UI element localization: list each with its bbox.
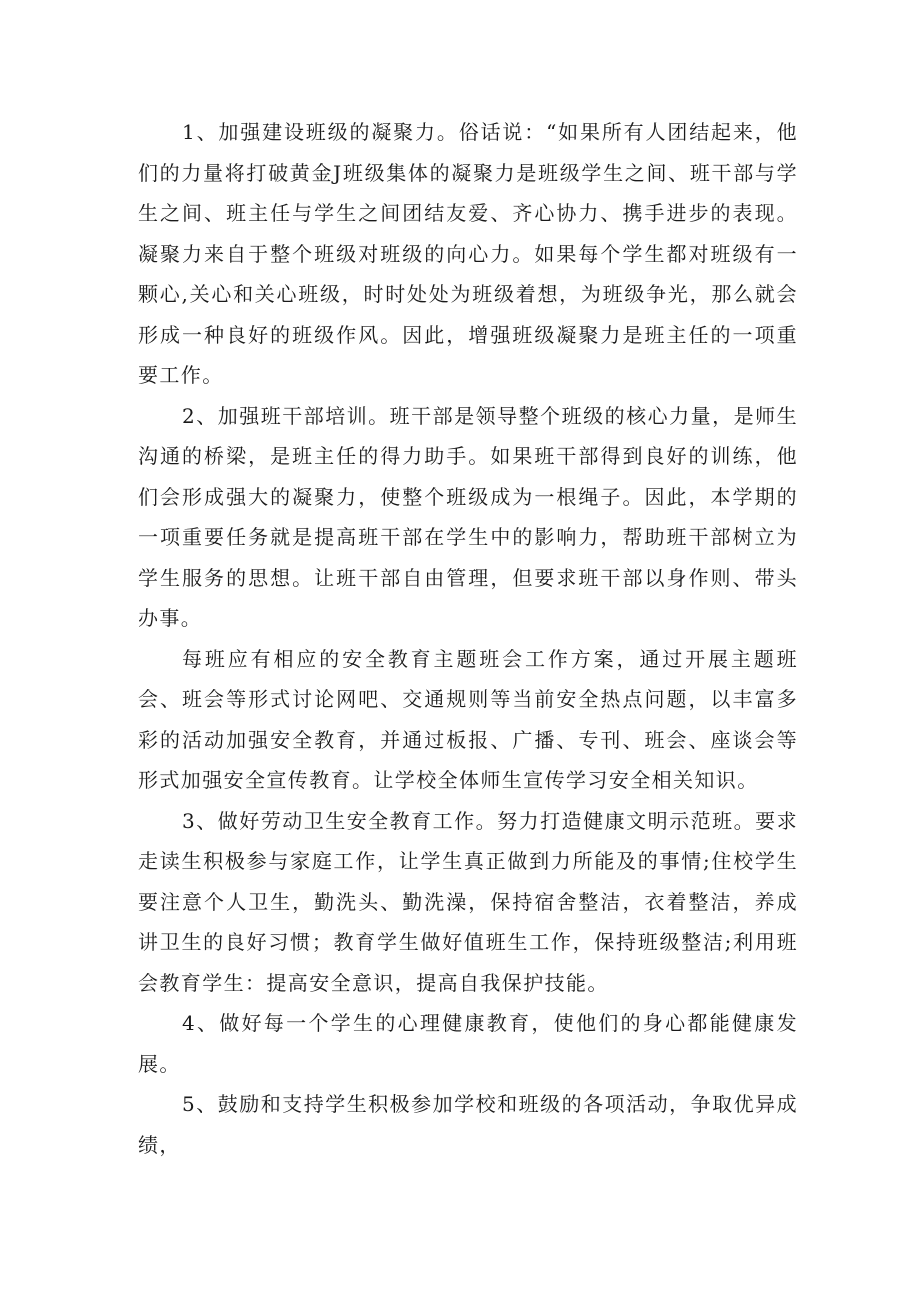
document-body: [138, 112, 798, 1165]
paragraph-mental-health: 4、做好每一个学生的心理健康教育，使他们的身心都能健康发展。: [138, 1011, 798, 1076]
paragraph-labor-hygiene: 3、做好劳动卫生安全教育工作。努力打造健康文明示范班。要求走读生积极参与家庭工作，让学生真正做到力所能及的事情;住校学生要注意个人卫生，勤洗头、勤洗澡，保持宿舍整洁，衣着整洁，养成讲卫生的良好习惯；教育学生做好值班生工作，保持班级整洁;利用班会教育学生：提高安全意识，提高自我保护技能。: [138, 808, 798, 995]
paragraph-cohesion: 1、加强建设班级的凝聚力。俗话说：“如果所有人团结起来，他们的力量将打破黄金J班级集体的凝聚力是班级学生之间、班干部与学生之间、班主任与学生之间团结友爱、齐心协力、携手进步的表现。凝聚力来自于整个班级对班级的向心力。如果每个学生都对班级有一颗心,关心和关心班级，时时处处为班级着想，为班级争光，那么就会形成一种良好的班级作风。因此，增强班级凝聚力是班主任的一项重要工作。: [138, 120, 798, 387]
paragraph-class-cadre-training: 2、加强班干部培训。班干部是领导整个班级的核心力量，是师生沟通的桥梁，是班主任的得力助手。如果班干部得到良好的训练，他们会形成强大的凝聚力，使整个班级成为一根绳子。因此，本学期的一项重要任务就是提高班干部在学生中的影响力，帮助班干部树立为学生服务的思想。让班干部自由管理，但要求班干部以身作则、带头办事。: [138, 403, 798, 630]
paragraph-safety-education: 每班应有相应的安全教育主题班会工作方案，通过开展主题班会、班会等形式讨论网吧、交通规则等当前安全热点问题，以丰富多彩的活动加强安全教育，并通过板报、广播、专刊、班会、座谈会等形式加强安全宣传教育。让学校全体师生宣传学习安全相关知识。: [138, 646, 798, 792]
paragraph-activities: 5、鼓励和支持学生积极参加学校和班级的各项活动，争取优异成绩，: [138, 1092, 798, 1157]
